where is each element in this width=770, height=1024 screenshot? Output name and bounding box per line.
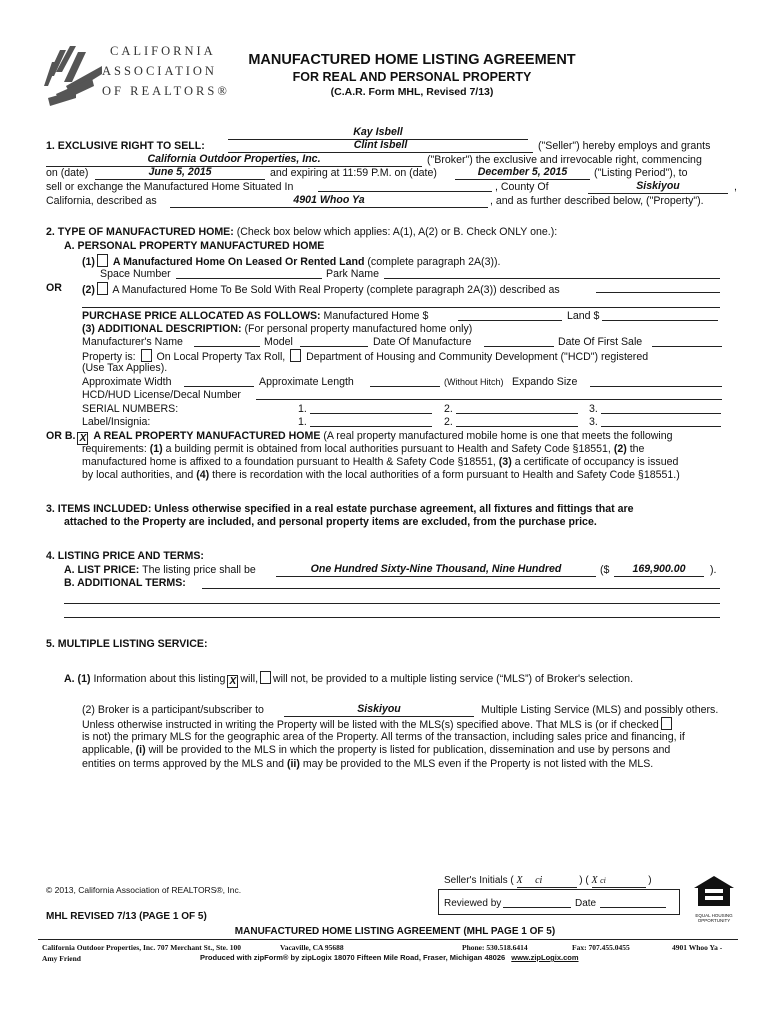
mls-name-field[interactable]: Siskiyou (284, 703, 474, 717)
purchase-price-label: PURCHASE PRICE ALLOCATED AS FOLLOWS: (82, 310, 321, 322)
option-b-line-2 (82, 443, 644, 456)
mls-info-row (64, 671, 633, 688)
park-name-field[interactable] (384, 266, 720, 279)
office-fax: Fax: 707.455.0455 (572, 943, 630, 952)
section-3-line-1: 3. ITEMS INCLUDED: Unless otherwise specified in a real estate purchase agreement, all fixtures and fittings that are (46, 503, 634, 515)
a2-description-field-2[interactable] (82, 295, 720, 308)
initials-1-field[interactable] (517, 874, 577, 888)
expando-label: Expando Size (512, 376, 578, 388)
equal-housing-text: EQUAL HOUSING OPPORTUNITY (695, 913, 733, 923)
list-price-words-field[interactable]: One Hundred Sixty-Nine Thousand, Nine Hundred (276, 563, 596, 577)
initials-close: ) (648, 875, 652, 886)
approx-width-label: Approximate Width (82, 376, 172, 388)
additional-terms-field-1[interactable] (202, 576, 720, 589)
date-first-sale-field[interactable] (652, 334, 722, 347)
initials-1-x: X (516, 875, 523, 886)
a1-checkbox[interactable] (97, 254, 108, 267)
additional-terms-label: B. ADDITIONAL TERMS: (64, 577, 186, 589)
insignia-2-num: 2. (444, 416, 453, 428)
model-field[interactable] (300, 334, 368, 347)
additional-terms-field-3[interactable] (64, 605, 720, 618)
or-label-1: OR (46, 282, 62, 294)
end-date-field[interactable]: December 5, 2015 (455, 166, 590, 180)
additional-description-row (82, 323, 472, 336)
land-price-label: Land $ (567, 310, 600, 322)
mls-p3-c: will be provided to the MLS in which the property is listed for publication, dissemination and use by persons and (148, 744, 671, 756)
section-2-heading (46, 226, 557, 239)
a1-number: (1) (82, 256, 95, 268)
price-paren-open: ($ (600, 564, 610, 576)
office-address: California Outdoor Properties, Inc. 707 Merchant St., Ste. 100 (42, 943, 241, 952)
use-tax-label: (Use Tax Applies). (82, 362, 168, 374)
s5-a-num: A. (64, 673, 75, 685)
copyright-text: © 2013, California Association of REALTORS®, Inc. (46, 885, 242, 895)
serial-3-num: 3. (589, 403, 598, 415)
b-req-3-tail: by local authorities, and (82, 469, 194, 481)
a1-note: (complete paragraph 2A(3)). (367, 256, 501, 268)
a2-number: (2) (82, 284, 95, 296)
a2-checkbox[interactable] (97, 282, 108, 295)
a2-description-field[interactable] (596, 280, 720, 293)
mls-p3-a: applicable, (82, 744, 133, 756)
b-req-4-text: there is recordation with the local authorities of a form pursuant to Health and Safety Code §18551.) (212, 469, 680, 481)
list-price-text: The listing price shall be (142, 564, 256, 576)
expiring-label: and expiring at 11:59 P.M. on (date) (270, 167, 437, 179)
serial-1-num: 1. (298, 403, 307, 415)
equal-housing-logo (690, 874, 738, 923)
a2-label: A Manufactured Home To Be Sold With Real Property (complete paragraph 2A(3)) described as (112, 284, 560, 296)
option-b-line-1: (A real property manufactured mobile home is one that meets the following (323, 430, 673, 442)
price-paren-close: ). (710, 564, 717, 576)
office-phone: Phone: 530.518.6414 (462, 943, 528, 952)
space-number-field[interactable] (176, 266, 322, 279)
b-req-4-num: (4) (196, 469, 210, 481)
date-first-sale-label: Date Of First Sale (558, 336, 643, 348)
without-hitch-label: (Without Hitch) (444, 377, 504, 387)
manufacturer-name-field[interactable] (194, 334, 260, 347)
a1-label: A Manufactured Home On Leased Or Rented Land (112, 256, 365, 268)
hcd-label: Department of Housing and Community Development ("HCD") registered (306, 351, 649, 363)
list-price-number-field[interactable]: 169,900.00 (614, 563, 704, 577)
list-price-label: A. LIST PRICE: (64, 564, 140, 576)
mls-suffix: Multiple Listing Service (MLS) and possibly others. (481, 704, 719, 716)
office-city: Vacaville, CA 95688 (280, 943, 344, 952)
date-manufacture-label: Date Of Manufacture (373, 336, 472, 348)
mls-p4-c: may be provided to the MLS even if the Property is not listed with the MLS. (302, 758, 654, 770)
footer-divider (38, 939, 738, 940)
b-req-2-num: (2) (613, 443, 627, 455)
insignia-3-field[interactable] (601, 414, 721, 427)
a3-note: (For personal property manufactured home only) (244, 323, 473, 335)
initials-2-field[interactable] (592, 874, 646, 888)
sellers-initials-row (444, 874, 652, 888)
expando-field[interactable] (590, 374, 722, 387)
section-5-label: 5. MULTIPLE LISTING SERVICE: (46, 638, 208, 650)
page-title: MANUFACTURED HOME LISTING AGREEMENT (248, 52, 576, 68)
equal-housing-icon (690, 874, 738, 908)
manufacturer-name-label: Manufacturer's Name (82, 336, 183, 348)
purchase-price-row (82, 310, 428, 323)
mls-paragraph-line-2: is not) the primary MLS for the geographic area of the Property. All terms of the transaction, including sales price and financing, if (82, 731, 685, 743)
additional-terms-field-2[interactable] (64, 591, 720, 604)
initials-2-x: X (591, 875, 598, 886)
b-req-2-text: manufactured home is affixed to a foundation pursuant to Health & Safety Code §18551, (82, 456, 496, 468)
insignia-3-num: 3. (589, 416, 598, 428)
car-logo (42, 42, 242, 112)
tax-roll-label: On Local Property Tax Roll, (156, 351, 286, 363)
a3-label: (3) ADDITIONAL DESCRIPTION: (82, 323, 242, 335)
file-name: 4901 Whoo Ya - (672, 943, 723, 952)
seller-1-name[interactable]: Kay Isbell (228, 126, 528, 140)
option-b-label: A REAL PROPERTY MANUFACTURED HOME (93, 430, 321, 442)
or-b-label: OR B. (46, 430, 76, 442)
insignia-2-field[interactable] (456, 414, 578, 427)
insignia-1-num: 1. (298, 416, 307, 428)
mls-p1-text: Unless otherwise instructed in writing the Property will be listed with the MLS(s) specified above. That MLS is (or if checked (82, 719, 659, 731)
option-b-checkbox[interactable]: X (77, 432, 88, 445)
model-label: Model (264, 336, 293, 348)
form-revision: (C.A.R. Form MHL, Revised 7/13) (330, 86, 494, 98)
b-req-3-num: (3) (498, 456, 512, 468)
produced-text: Produced with zipForm® by zipLogix 18070 Fifteen Mile Road, Fraser, Michigan 48026 (200, 953, 506, 962)
section-3-line-2: attached to the Property are included, and personal property items are excluded, from the purchase price. (64, 516, 597, 528)
review-date-field[interactable] (600, 896, 666, 908)
b-req-3-text: a certificate of occupancy is issued (514, 456, 679, 468)
situated-in-field[interactable] (318, 179, 492, 192)
mls-p3-i: (i) (135, 744, 146, 756)
approx-length-label: Approximate Length (259, 376, 354, 388)
will-label: will, (240, 673, 259, 685)
section-4-label: 4. LISTING PRICE AND TERMS: (46, 550, 204, 562)
option-b-line-3 (82, 456, 678, 469)
ziplogix-link[interactable]: www.zipLogix.com (511, 953, 579, 962)
agent-name: Amy Friend (42, 954, 81, 963)
start-date-field[interactable]: June 5, 2015 (95, 166, 265, 180)
property-is-label: Property is: (82, 351, 136, 363)
section-2a-label: A. PERSONAL PROPERTY MANUFACTURED HOME (64, 240, 325, 252)
mh-price-field[interactable] (458, 308, 562, 321)
california-described-label: California, described as (46, 195, 157, 207)
seller-2-name[interactable]: Clint Isbell (228, 139, 533, 153)
broker-participant-label: (2) Broker is a participant/subscriber to (82, 704, 264, 716)
page-footer-title: MANUFACTURED HOME LISTING AGREEMENT (MHL PAGE 1 OF 5) (234, 926, 556, 937)
mls-info-text: Information about this listing (93, 673, 226, 685)
logo-line-1: CALIFORNIA (110, 44, 216, 58)
park-name-label: Park Name (326, 268, 379, 280)
on-date-label: on (date) (46, 167, 89, 179)
section-2-instructions: (Check box below which applies: A(1), A(2) or B. Check ONLY one.): (236, 226, 558, 238)
logo-line-2: ASSOCIATION (102, 64, 217, 78)
county-field[interactable]: Siskiyou (588, 180, 728, 194)
will-not-label: will not, be provided to a multiple listing service (“MLS”) of Broker's selection. (273, 673, 634, 685)
broker-suffix: ("Broker") the exclusive and irrevocable right, commencing (427, 154, 702, 166)
produced-with (200, 953, 579, 962)
page-subtitle: FOR REAL AND PERSONAL PROPERTY (292, 70, 532, 84)
b-req-1-num: (1) (149, 443, 163, 455)
review-date-label: Date (575, 898, 597, 909)
mls-paragraph-line-3 (82, 744, 670, 757)
serial-3-field[interactable] (601, 401, 721, 414)
described-suffix: , and as further described below, ("Property"). (490, 195, 704, 207)
hcd-checkbox[interactable] (290, 349, 301, 362)
serial-2-field[interactable] (456, 401, 578, 414)
b-req-label: requirements: (82, 443, 147, 455)
revision-footer: MHL REVISED 7/13 (PAGE 1 OF 5) (46, 911, 207, 922)
space-number-label: Space Number (100, 268, 171, 280)
insignia-1-field[interactable] (310, 414, 432, 427)
hcd-license-field[interactable] (256, 387, 722, 400)
land-price-field[interactable] (602, 308, 718, 321)
sellers-initials-label: Seller's Initials ( (444, 875, 514, 886)
mls-paragraph-line-1 (82, 717, 674, 732)
county-comma: , (734, 181, 737, 193)
broker-name-field[interactable]: California Outdoor Properties, Inc. (46, 153, 422, 167)
will-not-checkbox[interactable] (260, 671, 271, 684)
initials-1-mark: ci (535, 875, 543, 886)
label-insignia-label: Label/Insignia: (82, 416, 151, 428)
date-manufacture-field[interactable] (484, 334, 554, 347)
reviewed-by-label: Reviewed by (444, 898, 502, 909)
initials-mid: ) ( (579, 875, 589, 886)
b-req-2-the: the (629, 443, 645, 455)
county-of-label: , County Of (495, 181, 549, 193)
sell-text: sell or exchange the Manufactured Home Situated In (46, 181, 294, 193)
serial-2-num: 2. (444, 403, 453, 415)
mls-p4-a: entities on terms approved by the MLS and (82, 758, 284, 770)
listing-period-label: ("Listing Period"), to (594, 167, 688, 179)
logo-line-3: OF REALTORS® (102, 84, 230, 98)
approx-length-field[interactable] (370, 374, 440, 387)
tax-roll-checkbox[interactable] (141, 349, 152, 362)
serial-numbers-label: SERIAL NUMBERS: (82, 403, 179, 415)
b-req-1-text: a building permit is obtained from local authorities pursuant to Health and Safety Code §18551, (165, 443, 611, 455)
section-2-label: 2. TYPE OF MANUFACTURED HOME: (46, 226, 234, 238)
hcd-license-label: HCD/HUD License/Decal Number (82, 389, 241, 401)
car-emblem-icon (42, 42, 104, 108)
address-field[interactable]: 4901 Whoo Ya (170, 194, 488, 208)
serial-1-field[interactable] (310, 401, 432, 414)
not-primary-mls-checkbox[interactable] (661, 717, 672, 730)
mh-price-label: Manufactured Home $ (323, 310, 429, 322)
option-b-line-4 (82, 469, 680, 482)
mls-p4-ii: (ii) (286, 758, 300, 770)
initials-2-mark: ci (600, 876, 606, 885)
s5-a1-num: (1) (77, 673, 91, 685)
seller-suffix: ("Seller") hereby employs and grants (538, 140, 711, 152)
approx-width-field[interactable] (184, 374, 254, 387)
mls-paragraph-line-4 (82, 758, 653, 771)
will-checkbox[interactable]: X (227, 675, 238, 688)
reviewed-by-field[interactable] (503, 896, 571, 908)
section-1-label: 1. EXCLUSIVE RIGHT TO SELL: (46, 140, 205, 152)
